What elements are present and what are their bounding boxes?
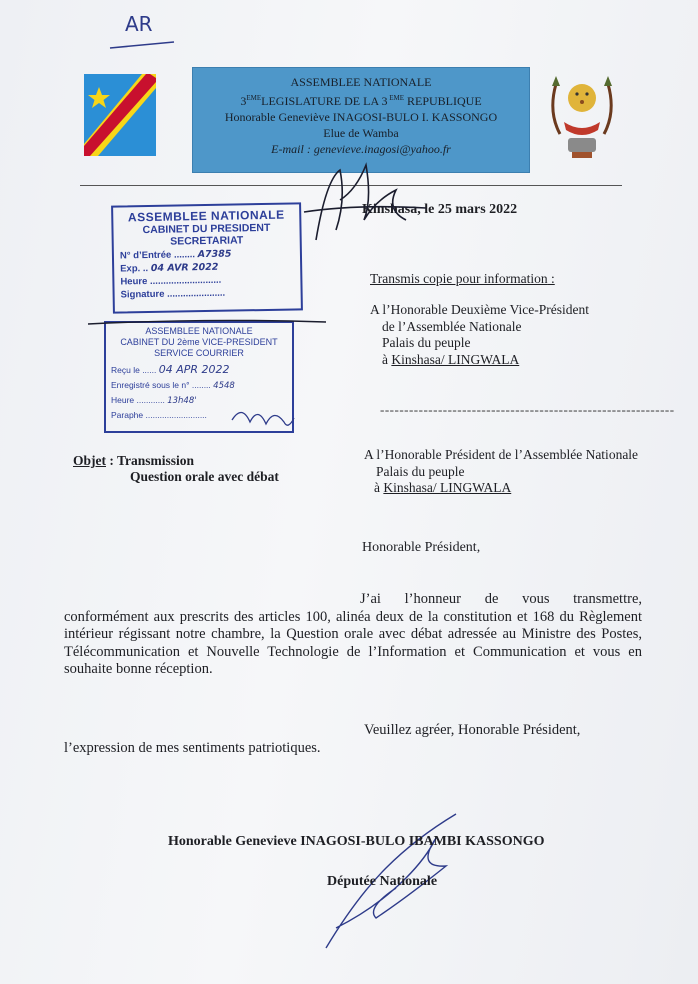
letterhead-box [192,67,530,173]
stamp1-row-time: Heure ........................... [120,274,222,288]
transmis-label: Transmis copie pour information : [370,271,555,286]
subject-line2: Question orale avec débat [130,469,279,484]
stamp1-row-signature: Signature ...................... [120,287,226,301]
stamp2-row-registered: Enregistré sous le n° ........ 4548 [111,380,235,391]
stamp-president-secretariat [111,202,303,313]
handwritten-initials-signature [296,160,436,250]
stamp-strike-line [86,310,336,340]
letterhead-name: Honorable Geneviève INAGOSI-BULO I. KASSONGO [224,110,498,124]
closing-line2: l’expression de mes sentiments patriotiques. [64,740,321,756]
stamp1-title2: CABINET DU PRESIDENT [142,221,271,237]
closing-line1: Veuillez agréer, Honorable Président, [364,722,581,738]
stamp1-title3: SECRETARIAT [170,234,244,248]
drc-flag-icon [84,74,156,156]
letter-date: Kinshasa, le 25 mars 2022 [362,202,518,217]
letterhead-email: E-mail : genevieve.inagosi@yahoo.fr [271,142,451,156]
recipient-line1: A l’Honorable Président de l’Assemblée Nationale [364,447,639,462]
letterhead-constituency: Elue de Wamba [323,126,399,140]
stamp2-title1: ASSEMBLEE NATIONALE [145,326,253,336]
subject-line1: Objet : Transmission [73,453,195,468]
copy-recipient-line3: Palais du peuple [382,335,471,350]
stamp2-title2: CABINET DU 2ème VICE-PRESIDENT [120,337,278,347]
stamp2-row-paraphe: Paraphe .......................... [111,410,207,420]
annotation-underline [108,38,178,52]
copy-recipient-address [370,302,589,368]
recipient-line2: Palais du peuple [376,463,465,479]
stamp1-row-exp: Exp. .. 04 AVR 2022 [120,261,219,275]
letterhead-institution: ASSEMBLEE NATIONALE [290,75,432,89]
separator-line: ------------------------------------------------------------- [380,402,675,417]
recipient-address [364,447,638,497]
copy-recipient-line2: de l’Assemblée Nationale [382,318,522,334]
signatory-title: Députée Nationale [327,874,438,889]
stamp2-title3: SERVICE COURRIER [154,348,244,358]
copy-recipient-line4: à Kinshasa/ LINGWALA [382,351,520,367]
stamp1-row-entry: N° d’Entrée ........ A7385 [119,248,232,262]
closing-block [64,721,642,757]
subject-block [73,453,279,485]
salutation: Honorable Président, [362,540,481,555]
recipient-line3: à Kinshasa/ LINGWALA [374,480,512,495]
handwritten-annotation: AR [125,12,153,36]
stamp2-row-received: Reçu le ...... 04 APR 2022 [111,363,230,376]
letterhead-legislature: 3EMELEGISLATURE DE LA 3 $^{EME}$ REPUBLIQUE [240,94,482,108]
body-opening: J’ai l’honneur de vous transmettre, [360,591,642,607]
coat-of-arms-icon [546,72,618,162]
body-text: conformément aux prescrits des articles 100, alinéa deux de la constitution et 168 du Règlement intérieur régissant notre chambre, la Question orale avec débat adressée au Ministre des Postes, Télécommunication et Nouvelle Technologie de l’Information et Communication et vous en souhaite bonne réception. [64,608,642,677]
paraphe-signature [228,400,298,434]
stamp2-row-time: Heure ............ 13h48' [111,395,197,406]
stamp1-title1: ASSEMBLEE NATIONALE [127,207,285,225]
signatory-name: Honorable Genevieve INAGOSI-BULO IBAMBI KASSONGO [168,834,545,849]
copy-recipient-line1: A l’Honorable Deuxième Vice-Président [370,302,589,317]
letter-body [64,591,642,679]
